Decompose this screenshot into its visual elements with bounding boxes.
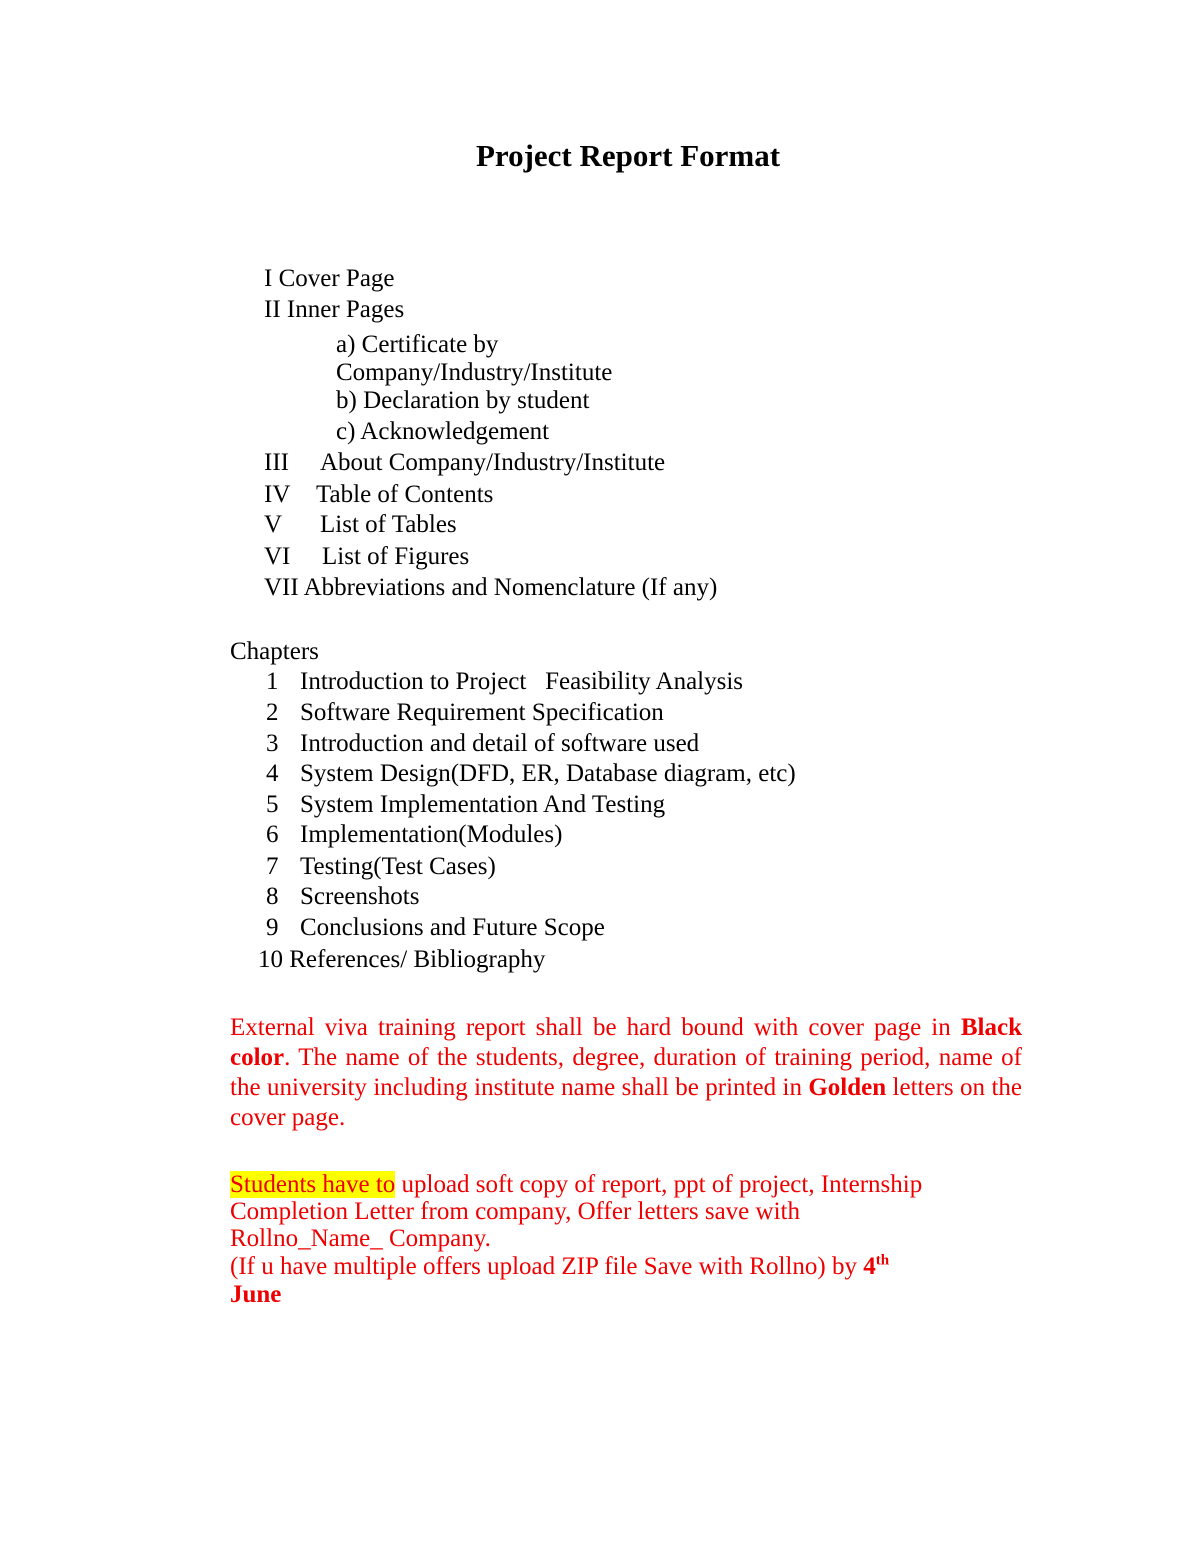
note-text: upload soft copy of report, ppt of project, Internship (395, 1171, 923, 1198)
front-matter-item (264, 542, 469, 572)
upload-note-line: Completion Letter from company, Offer letters save with (230, 1198, 800, 1225)
chapter-label: Conclusions and Future Scope (300, 914, 605, 941)
front-matter-item: VII Abbreviations and Nomenclature (If any) (264, 574, 718, 601)
chapter-number: 6 (266, 821, 279, 848)
chapter-item (266, 698, 664, 728)
chapter-label: Software Requirement Specification (300, 699, 664, 726)
chapter-number: 3 (266, 730, 279, 757)
front-matter-item (264, 480, 493, 510)
chapter-number: 2 (266, 699, 279, 726)
item-number: III (264, 449, 289, 476)
item-label: List of Figures (322, 543, 470, 570)
item-label: Table of Contents (316, 481, 494, 508)
chapter-number: 8 (266, 883, 279, 910)
chapters-heading: Chapters (230, 638, 319, 665)
item-number: VI (264, 543, 291, 570)
chapter-number: 7 (266, 853, 279, 880)
front-matter-subitem: c) Acknowledgement (336, 418, 550, 445)
item-label: List of Tables (320, 511, 457, 538)
chapter-number: 5 (266, 791, 279, 818)
chapter-label: System Design(DFD, ER, Database diagram, etc) (300, 760, 796, 787)
upload-note-line (230, 1252, 889, 1282)
chapter-item (266, 790, 665, 820)
chapter-item (258, 945, 545, 975)
chapter-label: Testing(Test Cases) (300, 853, 496, 880)
highlighted-text: Students have to (230, 1171, 396, 1198)
deadline-month: June (230, 1281, 282, 1308)
chapter-label: Implementation(Modules) (300, 821, 563, 848)
chapter-label: Introduction to Project Feasibility Analysis (300, 668, 744, 695)
note-text: letters on the cover page. (230, 1074, 1022, 1131)
chapter-item (266, 913, 605, 943)
chapter-item (266, 729, 699, 759)
chapter-label: Introduction and detail of software used (300, 730, 700, 757)
chapter-item (266, 882, 419, 912)
item-number: IV (264, 481, 291, 508)
binding-note (230, 1013, 1022, 1133)
chapter-number: 1 (266, 668, 279, 695)
note-bold-black-color: Black color (230, 1014, 1022, 1071)
note-text: External viva training report shall be hard bound with cover page in (230, 1014, 961, 1041)
chapter-item (266, 820, 562, 850)
chapter-item (266, 759, 796, 789)
chapter-number: 10 (258, 946, 283, 973)
front-matter-subitem: a) Certificate by (336, 331, 499, 358)
deadline-suffix: th (875, 1252, 890, 1269)
note-text: (If u have multiple offers upload ZIP file Save with Rollno) by (230, 1253, 864, 1280)
chapter-label: Screenshots (300, 883, 420, 910)
upload-note-line (230, 1170, 922, 1200)
chapter-item (266, 852, 496, 882)
front-matter-subitem: Company/Industry/Institute (336, 359, 613, 386)
upload-note-line (230, 1280, 281, 1310)
front-matter-item: I Cover Page (264, 265, 395, 292)
upload-note-line: Rollno_Name_ Company. (230, 1225, 491, 1252)
chapter-label: References/ Bibliography (289, 946, 546, 973)
chapter-item (266, 667, 743, 697)
note-bold-golden: Golden (808, 1074, 887, 1101)
item-label: About Company/Industry/Institute (320, 449, 666, 476)
deadline-day: 4 (863, 1253, 876, 1280)
front-matter-item (264, 510, 457, 540)
front-matter-item: II Inner Pages (264, 296, 405, 323)
page-title: Project Report Format (475, 138, 781, 173)
item-number: V (264, 511, 283, 538)
chapter-number: 4 (266, 760, 279, 787)
chapter-number: 9 (266, 914, 279, 941)
front-matter-subitem: b) Declaration by student (336, 387, 590, 414)
note-text: . The name of the students, degree, duration of training period, name of the university including institute name shall be printed in (230, 1044, 1022, 1101)
chapter-label: System Implementation And Testing (300, 791, 666, 818)
front-matter-item (264, 448, 665, 478)
